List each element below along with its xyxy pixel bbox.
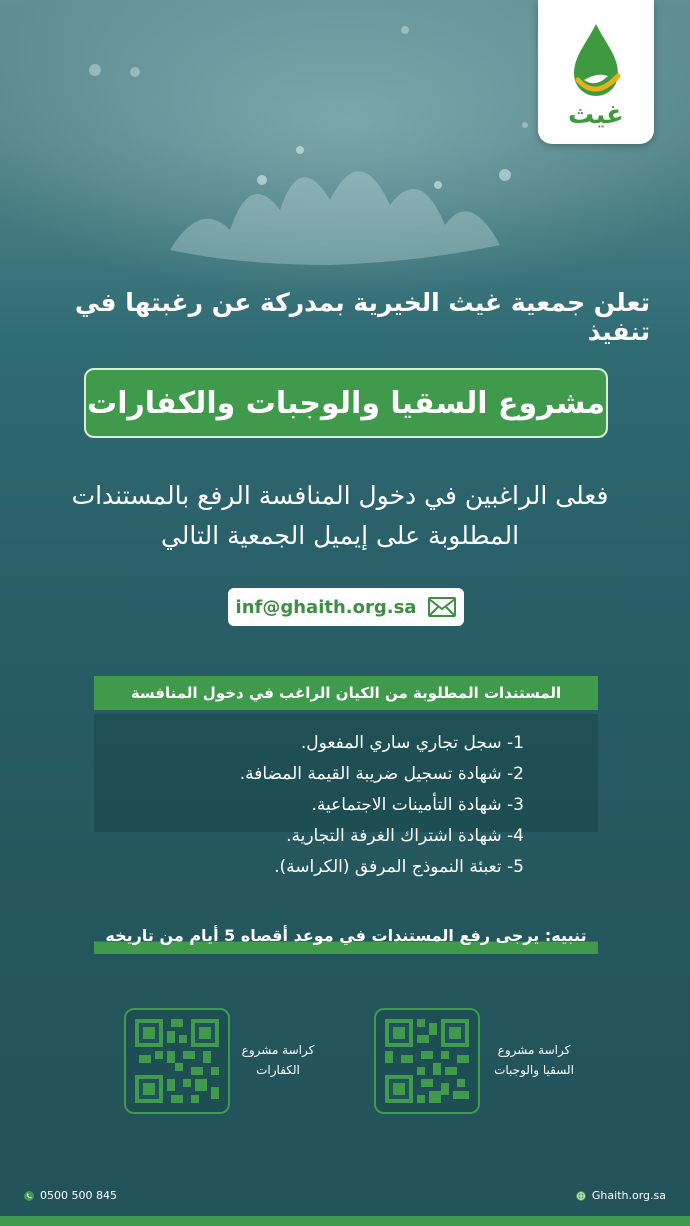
qr-label-line: كراسة مشروع (241, 1043, 315, 1057)
qr-code-saqia[interactable] (374, 1008, 480, 1114)
headline: تعلن جمعية غيث الخيرية بمدركة عن رغبتها في تنفيذ (74, 288, 650, 346)
qr-label-line: السقيا والوجبات (494, 1063, 574, 1077)
project-title: مشروع السقيا والوجبات والكفارات (87, 385, 605, 421)
qr-label-line: الكفارات (256, 1063, 300, 1077)
phone-icon (24, 1191, 34, 1201)
envelope-icon (428, 597, 456, 617)
instruction-paragraph (30, 476, 650, 556)
footer-website[interactable] (576, 1189, 666, 1202)
website-link[interactable]: Ghaith.org.sa (591, 1189, 666, 1202)
instruction-line-2: المطلوبة على إيميل الجمعية التالي (160, 521, 520, 550)
qr-label-line: كراسة مشروع (497, 1043, 571, 1057)
requirements-list (94, 728, 524, 883)
phone-number[interactable]: 0500 500 845 (40, 1189, 117, 1202)
list-item: 1- سجل تجاري ساري المفعول. (300, 733, 524, 753)
qr-label-kaffarat (218, 1040, 338, 1080)
qr-code-kaffarat[interactable] (124, 1008, 230, 1114)
list-item: 2- شهادة تسجيل ضريبة القيمة المضافة. (239, 764, 524, 784)
project-title-box (84, 368, 608, 438)
instruction-line-1: فعلى الراغبين في دخول المنافسة الرفع بالمستندات (71, 481, 609, 510)
qr-label-saqia (474, 1040, 594, 1080)
qr-code-icon (385, 1019, 469, 1103)
list-item: 5- تعبئة النموذج المرفق (الكراسة). (274, 857, 524, 877)
requirements-header: المستندات المطلوبة من الكيان الراغب في دخول المنافسة (94, 676, 598, 710)
email-box[interactable] (228, 588, 464, 626)
notice-text: تنبيه: يرجى رفع المستندات في موعد أقصاه 5 أيام من تاريخه (94, 926, 598, 954)
qr-code-icon (135, 1019, 219, 1103)
logo-text: غيث (568, 100, 624, 130)
email-address[interactable]: inf@ghaith.org.sa (235, 596, 417, 618)
globe-icon (576, 1191, 586, 1201)
logo-card (538, 0, 654, 144)
list-item: 4- شهادة اشتراك الغرفة التجارية. (286, 826, 524, 846)
bottom-accent-bar (0, 1216, 690, 1226)
footer-phone[interactable] (24, 1189, 117, 1202)
list-item: 3- شهادة التأمينات الاجتماعية. (311, 795, 524, 815)
